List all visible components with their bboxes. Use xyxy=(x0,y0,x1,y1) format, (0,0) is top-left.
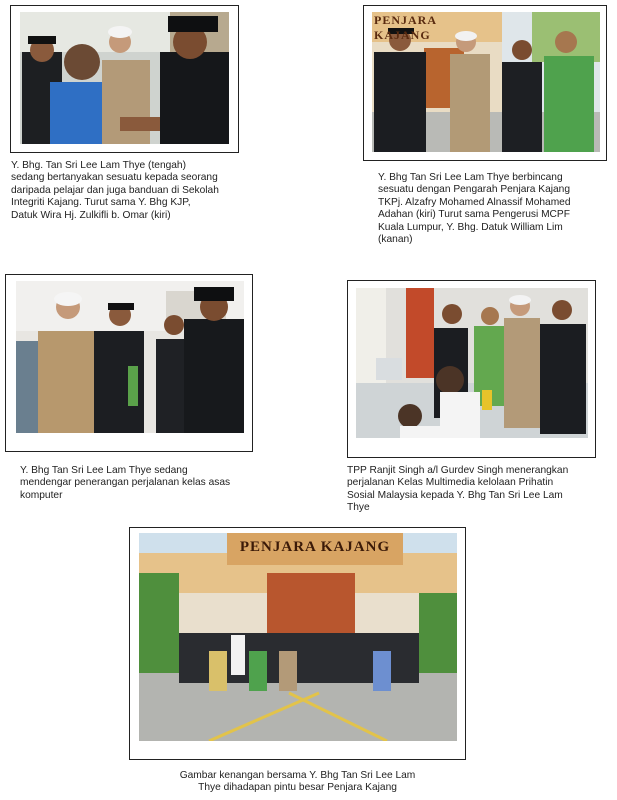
caption-line: Gambar kenangan bersama Y. Bhg Tan Sri Lee Lam xyxy=(179,770,416,781)
caption-line: (kanan) xyxy=(378,234,413,246)
photo-5-sign: PENJARA KAJANG xyxy=(239,539,391,555)
photo-2-entrance-discussion xyxy=(372,12,600,152)
caption-line: komputer xyxy=(20,489,63,501)
caption-line: Y. Bhg. Tan Sri Lee Lam Thye (tengah) xyxy=(11,160,186,171)
photo-2-caption xyxy=(378,172,571,246)
photo-5-caption xyxy=(129,770,466,795)
caption-line: Y. Bhg Tan Sri Lee Lam Thye berbincang xyxy=(378,172,563,183)
caption-line: perjalanan Kelas Multimedia kelolaan Prihatin xyxy=(347,477,554,489)
caption-line: Y. Bhg Tan Sri Lee Lam Thye sedang xyxy=(20,465,188,476)
caption-line: Kuala Lumpur, Y. Bhg. Datuk William Lim xyxy=(378,221,563,233)
caption-line: Sosial Malaysia kepada Y. Bhg Tan Sri Lee Lam xyxy=(347,489,563,501)
caption-line: TKPj. Alzafry Mohamed Alnassif Mohamed xyxy=(378,196,571,208)
photo-2-sign: PENJARA KAJANG xyxy=(374,13,437,42)
caption-line: Datuk Wira Hj. Zulkifli b. Omar (kiri) xyxy=(11,209,171,221)
photo-4-multimedia-class xyxy=(356,288,588,438)
caption-line: sedang bertanyakan sesuatu kepada seorang xyxy=(11,172,218,184)
photo-1-caption xyxy=(11,160,219,222)
caption-line: Integriti Kajang. Turut sama Y. Bhg KJP, xyxy=(11,197,191,209)
caption-line: daripada pelajar dan juga banduan di Sekolah xyxy=(11,184,219,196)
photo-4-caption xyxy=(347,465,568,515)
photo-3-caption xyxy=(20,465,230,502)
photo-3-computer-class xyxy=(16,281,244,433)
caption-line: Adahan (kiri) Turut sama Pengerusi MCPF xyxy=(378,209,570,221)
photo-1-student-conversation xyxy=(20,12,229,144)
caption-line: Thye dihadapan pintu besar Penjara Kajang xyxy=(198,782,397,794)
caption-line: TPP Ranjit Singh a/l Gurdev Singh menerangkan xyxy=(347,465,569,476)
caption-line: mendengar penerangan perjalanan kelas asas xyxy=(20,477,231,489)
caption-line: Thye xyxy=(347,502,370,514)
photo-5-group-photo xyxy=(139,533,457,741)
caption-line: sesuatu dengan Pengarah Penjara Kajang xyxy=(378,184,571,196)
